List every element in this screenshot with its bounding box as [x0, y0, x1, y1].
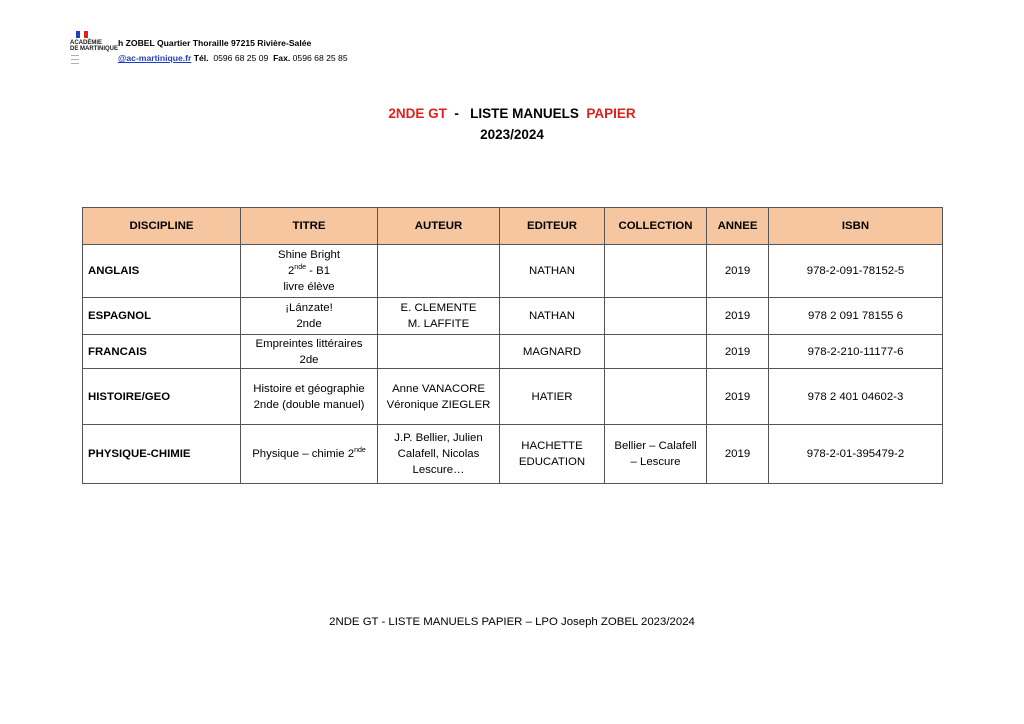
titre-level: 2 — [287, 265, 295, 277]
collection-line: – Lescure — [630, 456, 681, 468]
cell-annee: 2019 — [707, 298, 769, 335]
cell-discipline: PHYSIQUE-CHIMIE — [83, 425, 241, 484]
flag-red — [84, 31, 88, 38]
auteur-line: M. LAFFITE — [407, 318, 470, 330]
auteur-line: Lescure… — [412, 464, 465, 476]
titre-superscript: nde — [354, 447, 366, 455]
logo-line2: DE MARTINIQUE — [70, 46, 118, 52]
letterhead — [68, 30, 398, 70]
cell-collection — [605, 335, 707, 369]
cell-isbn: 978-2-210-11177-6 — [769, 335, 943, 369]
cell-titre — [241, 298, 378, 335]
page-year: 2023/2024 — [480, 127, 544, 142]
manuals-table — [82, 207, 943, 484]
titre-line — [245, 446, 373, 462]
titre-line: livre élève — [283, 281, 335, 293]
editeur-line: EDUCATION — [518, 456, 586, 468]
school-address: h ZOBEL Quartier Thoraille 97215 Rivière-Salée — [118, 38, 312, 48]
table-row — [83, 245, 943, 298]
cell-auteur — [378, 298, 500, 335]
auteur-line: Calafell, Nicolas — [397, 448, 480, 460]
cell-editeur — [500, 369, 605, 425]
cell-isbn: 978-2-091-78152-5 — [769, 245, 943, 298]
titre-line: 2nde (double manuel) — [253, 398, 365, 411]
cell-discipline: ESPAGNOL — [83, 298, 241, 335]
tel-number: 0596 68 25 09 — [213, 53, 269, 63]
cell-titre — [241, 335, 378, 369]
email-link[interactable]: @ac-martinique.fr — [118, 53, 192, 63]
title-class: 2NDE GT — [388, 106, 447, 121]
titre-line — [245, 263, 373, 279]
cell-collection — [605, 245, 707, 298]
auteur-line: Anne VANACORE — [392, 382, 485, 395]
collection-line: Bellier – Calafell — [614, 440, 697, 452]
titre-line: Empreintes littéraires — [255, 337, 363, 350]
auteur-line: J.P. Bellier, Julien — [394, 432, 483, 444]
cell-isbn: 978 2 091 78155 6 — [769, 298, 943, 335]
auteur-line: E. CLEMENTE — [400, 302, 477, 314]
table-row — [83, 298, 943, 335]
editeur-line: NATHAN — [529, 310, 575, 322]
auteur-line: Véronique ZIEGLER — [386, 398, 491, 411]
cell-discipline: ANGLAIS — [83, 245, 241, 298]
editeur-line: HACHETTE — [521, 440, 583, 452]
cell-editeur — [500, 335, 605, 369]
table-row — [83, 425, 943, 484]
col-discipline: DISCIPLINE — [83, 208, 241, 245]
col-isbn: ISBN — [769, 208, 943, 245]
editeur-line: MAGNARD — [522, 345, 582, 358]
titre-text: Physique – chimie 2 — [252, 448, 355, 460]
academie-logo — [68, 30, 120, 70]
col-editeur: EDITEUR — [500, 208, 605, 245]
logo-decoration — [71, 55, 79, 67]
cell-titre — [241, 369, 378, 425]
cell-discipline: FRANCAIS — [83, 335, 241, 369]
table-header-row — [83, 208, 943, 245]
logo-line1: ACADÉMIE — [70, 40, 103, 46]
french-flag-icon — [76, 31, 88, 38]
cell-editeur — [500, 245, 605, 298]
cell-titre — [241, 245, 378, 298]
titre-level-suffix: - B1 — [305, 265, 331, 277]
titre-line: ¡Lánzate! — [285, 302, 333, 314]
cell-collection — [605, 298, 707, 335]
title-papier: PAPIER — [586, 106, 636, 121]
editeur-line: HATIER — [531, 390, 573, 403]
col-annee: ANNEE — [707, 208, 769, 245]
contact-line — [118, 53, 348, 63]
col-auteur: AUTEUR — [378, 208, 500, 245]
cell-discipline: HISTOIRE/GEO — [83, 369, 241, 425]
titre-line: Shine Bright — [277, 249, 341, 261]
cell-auteur — [378, 369, 500, 425]
cell-editeur — [500, 425, 605, 484]
cell-annee: 2019 — [707, 245, 769, 298]
cell-auteur — [378, 335, 500, 369]
title-list: LISTE MANUELS — [470, 106, 579, 121]
cell-annee: 2019 — [707, 369, 769, 425]
editeur-line: NATHAN — [529, 265, 575, 277]
titre-line: 2nde — [296, 318, 322, 330]
cell-collection — [605, 369, 707, 425]
cell-isbn: 978 2 401 04602-3 — [769, 369, 943, 425]
titre-line: 2de — [299, 353, 319, 366]
table-row — [83, 369, 943, 425]
col-collection: COLLECTION — [605, 208, 707, 245]
titre-superscript: nde — [294, 264, 306, 272]
cell-auteur — [378, 245, 500, 298]
cell-editeur — [500, 298, 605, 335]
cell-collection — [605, 425, 707, 484]
title-separator: - — [454, 106, 459, 121]
tel-label: Tél. — [193, 53, 209, 63]
cell-annee: 2019 — [707, 425, 769, 484]
col-titre: TITRE — [241, 208, 378, 245]
page-title — [0, 106, 1024, 121]
cell-annee: 2019 — [707, 335, 769, 369]
cell-isbn: 978-2-01-395479-2 — [769, 425, 943, 484]
page-footer: 2NDE GT - LISTE MANUELS PAPIER – LPO Joseph ZOBEL 2023/2024 — [329, 616, 695, 628]
titre-line: Histoire et géographie — [253, 382, 365, 395]
cell-auteur — [378, 425, 500, 484]
table-row — [83, 335, 943, 369]
fax-number: 0596 68 25 85 — [292, 53, 348, 63]
cell-titre — [241, 425, 378, 484]
fax-label: Fax. — [273, 53, 291, 63]
